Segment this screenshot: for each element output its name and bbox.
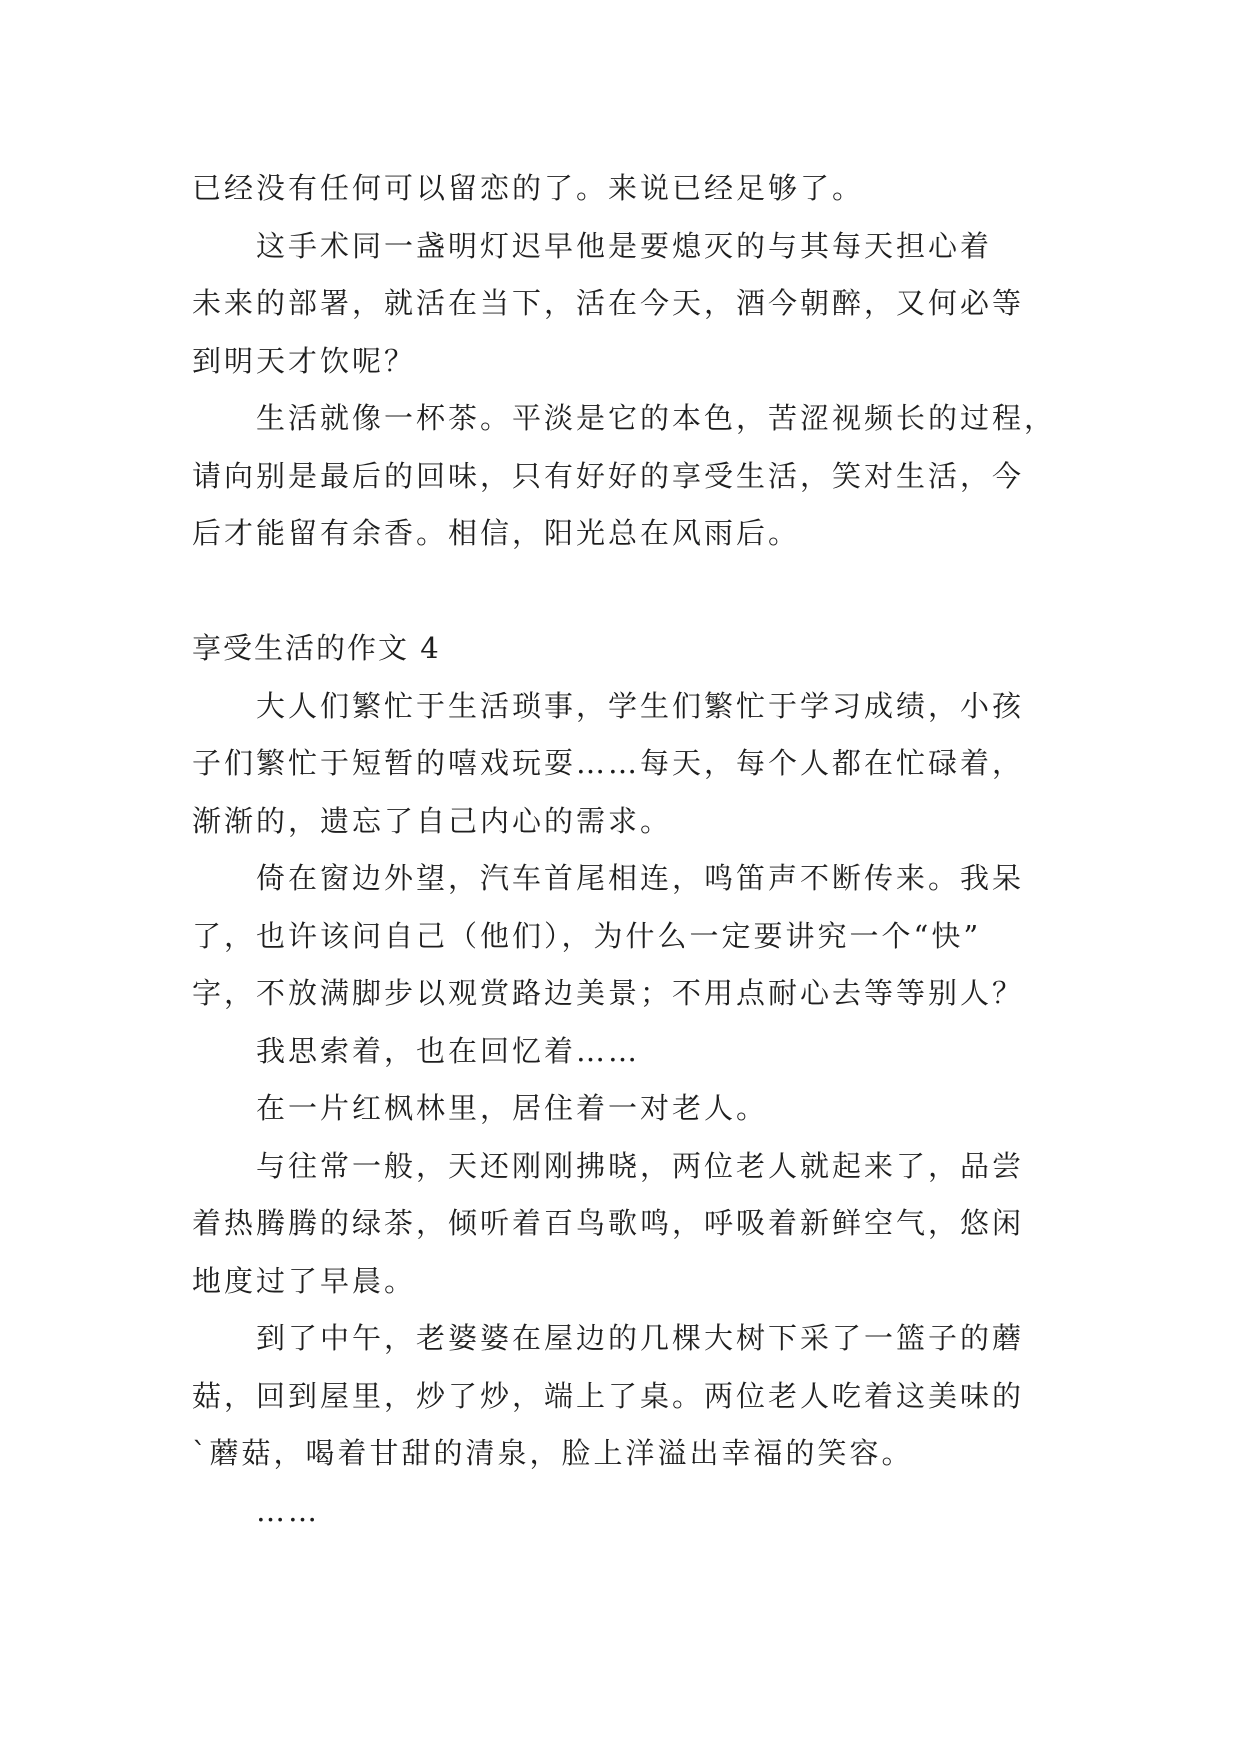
paragraph xyxy=(192,218,1062,391)
text-line: 着热腾腾的绿茶，倾听着百鸟歌鸣，呼吸着新鲜空气，悠闲 xyxy=(192,1206,1025,1240)
paragraph xyxy=(192,390,1062,563)
paragraph xyxy=(192,1023,1062,1081)
text-line: …… xyxy=(256,1493,320,1528)
paragraph xyxy=(192,1080,1062,1138)
section-title xyxy=(192,620,1062,678)
text-line: 请向别是最后的回味，只有好好的享受生活，笑对生活，今 xyxy=(192,458,1025,493)
text-line: 大人们繁忙于生活琐事，学生们繁忙于学习成绩，小孩 xyxy=(256,688,1025,723)
text-line: 与往常一般，天还刚刚拂晓，两位老人就起来了，品尝 xyxy=(256,1148,1025,1183)
text-line: 倚在窗边外望，汽车首尾相连，鸣笛声不断传来。我呆 xyxy=(256,861,1025,895)
text-line: 到明天才饮呢？ xyxy=(192,343,417,378)
paragraph xyxy=(192,1483,1062,1541)
text-line: 在一片红枫林里，居住着一对老人。 xyxy=(256,1091,769,1125)
text-line: 到了中午，老婆婆在屋边的几棵大树下采了一篮子的蘑 xyxy=(256,1321,1025,1355)
text-line: 了，也许该问自己（他们），为什么一定要讲究一个“快” xyxy=(192,918,982,953)
section-title-text: 享受生活的作文 4 xyxy=(192,631,441,665)
document-body xyxy=(192,160,1062,1540)
text-line: 未来的部署，就活在当下，活在今天，酒今朝醉，又何必等 xyxy=(192,286,1025,320)
text-line: 这手术同一盏明灯迟早他是要熄灭的与其每天担心着 xyxy=(256,228,993,263)
paragraph xyxy=(192,678,1062,851)
text-line: 后才能留有余香。相信，阳光总在风雨后。 xyxy=(192,516,801,550)
text-line: 字，不放满脚步以观赏路边美景；不用点耐心去等等别人？ xyxy=(192,976,1025,1010)
text-line: 菇，回到屋里，炒了炒，端上了桌。两位老人吃着这美味的 xyxy=(192,1378,1025,1413)
text-line: 已经没有任何可以留恋的了。来说已经足够了。 xyxy=(192,171,865,205)
paragraph xyxy=(192,160,1062,218)
text-line: 子们繁忙于短暂的嘻戏玩耍……每天，每个人都在忙碌着， xyxy=(192,746,1025,780)
paragraph xyxy=(192,850,1062,1023)
text-line: 我思索着，也在回忆着…… xyxy=(256,1033,641,1068)
text-line: `蘑菇，喝着甘甜的清泉，脸上洋溢出幸福的笑容。 xyxy=(192,1436,914,1470)
text-line: 渐渐的，遗忘了自己内心的需求。 xyxy=(192,803,673,838)
text-line: 地度过了早晨。 xyxy=(192,1263,417,1298)
text-line: 生活就像一杯茶。平淡是它的本色，苦涩视频长的过程， xyxy=(256,401,1057,435)
paragraph xyxy=(192,1310,1062,1483)
paragraph xyxy=(192,1138,1062,1311)
